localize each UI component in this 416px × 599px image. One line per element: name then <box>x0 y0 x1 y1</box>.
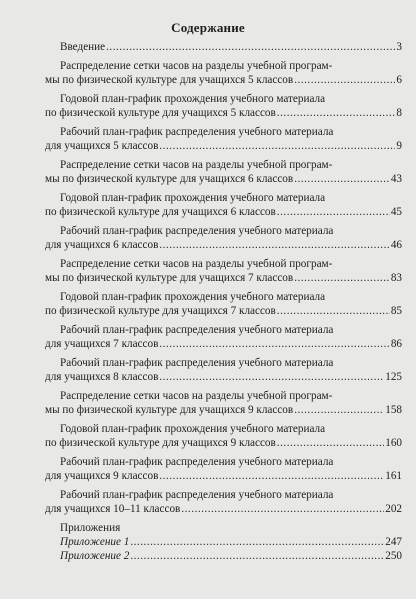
toc-entry-line1: Распределение сетки часов на разделы учебной програм- <box>60 390 333 402</box>
toc-entry <box>45 488 402 516</box>
appendix-item-text: Приложение 2 <box>60 550 130 562</box>
toc-entry <box>45 224 402 252</box>
toc-entry-text: Введение <box>60 41 106 53</box>
toc-entry-line1: Рабочий план-график распределения учебного материала <box>60 489 334 501</box>
toc-page-number: 43 <box>390 173 402 185</box>
appendix-heading: Приложения <box>60 522 121 534</box>
toc-entry-text: для учащихся 8 классов <box>45 371 159 383</box>
toc-entry-line1: Распределение сетки часов на разделы учебной програм- <box>60 60 333 72</box>
leader-dots <box>294 403 384 417</box>
toc-entry-text: по физической культуре для учащихся 6 классов <box>45 206 276 218</box>
toc-page-number: 160 <box>385 437 402 449</box>
toc-page-number: 45 <box>390 206 402 218</box>
toc-entry-text: мы по физической культуре для учащихся 6 классов <box>45 173 294 185</box>
toc-entry-text: для учащихся 10–11 классов <box>45 503 181 515</box>
toc-entry-text: по физической культуре для учащихся 5 классов <box>45 107 276 119</box>
toc-entry-line1: Рабочий план-график распределения учебного материала <box>60 126 334 138</box>
leader-dots <box>277 106 396 120</box>
leader-dots <box>130 549 384 563</box>
leader-dots <box>277 304 390 318</box>
toc-entry <box>45 422 402 450</box>
toc-entry <box>45 389 402 417</box>
toc-page-number: 202 <box>385 503 402 515</box>
toc-entry-line1: Рабочий план-график распределения учебного материала <box>60 324 334 336</box>
toc-entry-line1: Распределение сетки часов на разделы учебной програм- <box>60 159 333 171</box>
toc-page-number: 46 <box>390 239 402 251</box>
toc-entry-text: для учащихся 7 классов <box>45 338 159 350</box>
toc-entry-line1: Рабочий план-график распределения учебного материала <box>60 456 334 468</box>
toc-entry-text: по физической культуре для учащихся 7 классов <box>45 305 276 317</box>
table-of-contents <box>45 40 402 568</box>
leader-dots <box>181 502 384 516</box>
leader-dots <box>294 271 390 285</box>
appendix-item <box>45 549 402 563</box>
toc-page-number: 85 <box>390 305 402 317</box>
toc-page-number: 6 <box>396 74 402 86</box>
toc-entry <box>45 125 402 153</box>
leader-dots <box>277 436 384 450</box>
toc-entry <box>45 59 402 87</box>
toc-entry <box>45 158 402 186</box>
toc-page-number: 3 <box>396 41 402 53</box>
toc-page-number: 86 <box>390 338 402 350</box>
leader-dots <box>159 238 389 252</box>
toc-entry-line1: Рабочий план-график распределения учебного материала <box>60 225 334 237</box>
toc-entry-text: по физической культуре для учащихся 9 классов <box>45 437 276 449</box>
toc-page-number: 161 <box>385 470 402 482</box>
toc-entry-text: мы по физической культуре для учащихся 9 классов <box>45 404 294 416</box>
toc-entry <box>45 290 402 318</box>
leader-dots <box>159 469 384 483</box>
toc-page-number: 9 <box>396 140 402 152</box>
toc-entry-text: мы по физической культуре для учащихся 5 классов <box>45 74 294 86</box>
toc-entry <box>45 257 402 285</box>
appendix-item-text: Приложение 1 <box>60 536 130 548</box>
toc-entry-text: для учащихся 5 классов <box>45 140 159 152</box>
toc-entry <box>45 40 402 54</box>
toc-entry-text: для учащихся 9 классов <box>45 470 159 482</box>
toc-page-number: 158 <box>385 404 402 416</box>
toc-entry-line1: Годовой план-график прохождения учебного материала <box>60 423 326 435</box>
toc-entry <box>45 455 402 483</box>
leader-dots <box>106 40 395 54</box>
toc-entry-line1: Распределение сетки часов на разделы учебной програм- <box>60 258 333 270</box>
toc-entry-text: мы по физической культуре для учащихся 7 классов <box>45 272 294 284</box>
toc-page-number: 250 <box>385 550 402 562</box>
toc-page-number: 247 <box>385 536 402 548</box>
leader-dots <box>159 337 389 351</box>
leader-dots <box>277 205 390 219</box>
leader-dots <box>294 172 390 186</box>
appendix-section <box>45 521 402 563</box>
page-title: Содержание <box>171 20 245 35</box>
leader-dots <box>159 139 395 153</box>
toc-entry-line1: Годовой план-график прохождения учебного материала <box>60 93 326 105</box>
leader-dots <box>159 370 384 384</box>
toc-entry <box>45 323 402 351</box>
toc-entry <box>45 92 402 120</box>
toc-entry <box>45 356 402 384</box>
toc-entry-line1: Годовой план-график прохождения учебного материала <box>60 291 326 303</box>
toc-entry <box>45 191 402 219</box>
toc-page-number: 125 <box>385 371 402 383</box>
appendix-item <box>45 535 402 549</box>
leader-dots <box>130 535 384 549</box>
toc-entry-text: для учащихся 6 классов <box>45 239 159 251</box>
toc-entry-line1: Годовой план-график прохождения учебного материала <box>60 192 326 204</box>
toc-page-number: 8 <box>396 107 402 119</box>
leader-dots <box>294 73 395 87</box>
toc-page-number: 83 <box>390 272 402 284</box>
toc-entry-line1: Рабочий план-график распределения учебного материала <box>60 357 334 369</box>
